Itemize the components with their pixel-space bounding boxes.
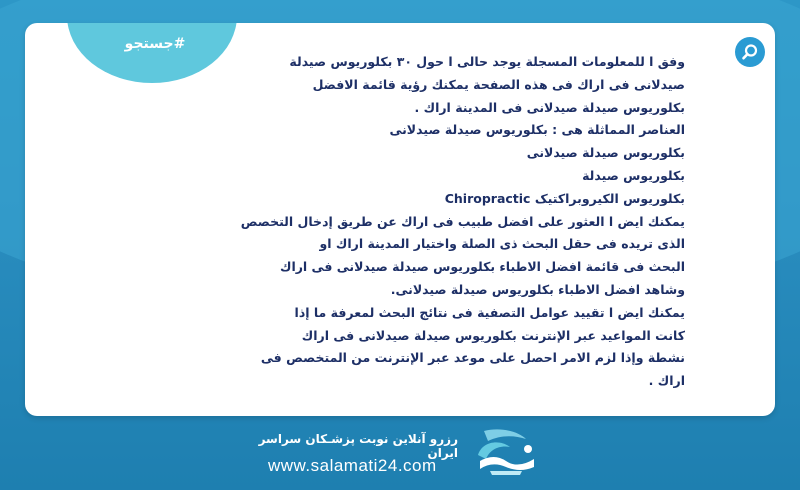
search-button[interactable] xyxy=(735,37,765,67)
text-line: بكلوريوس صيدلة صيدلانى xyxy=(526,145,685,161)
text-line: صيدلانى فى اراك فى هذه الصفحة يمكنك رؤية قائمة الافضل xyxy=(312,76,685,92)
text-line: نشطة وإذا لزم الامر احصل على موعد عبر الإنترنت من المتخصص فى xyxy=(260,350,685,366)
description-text xyxy=(240,51,685,393)
text-line: كانت المواعيد عبر الإنترنت بكلوريوس صيدلة صيدلانى فى اراك xyxy=(301,327,685,343)
text-line: البحث فى قائمة افضل الاطباء بكلوريوس صيدلة صيدلانى فى اراك xyxy=(279,259,685,275)
search-icon xyxy=(741,43,759,61)
text-line: يمكنك ايض ا تقييد عوامل التصفية فى نتائج البحث لمعرفة ما إذا xyxy=(294,304,685,320)
text-line: وفق ا للمعلومات المسجلة يوجد حالى ا حول ۳۰ بكلوريوس صيدلة xyxy=(289,54,685,69)
text-line: بكلوريوس صيدلة صيدلانى فى المدينة اراك . xyxy=(414,99,685,115)
text-line: بكلوريوس صيدلة xyxy=(582,167,685,183)
text-line: العناصر المماثلة هى : بكلوريوس صيدلة صيدلانى xyxy=(389,122,685,138)
text-line: بكلوريوس الكيروبراكتيک Chiropractic xyxy=(444,190,685,206)
footer-url[interactable]: www.salamati24.com xyxy=(268,456,437,475)
text-line: وشاهد افضل الاطباء بكلوريوس صيدلة صيدلانى. xyxy=(390,281,685,297)
footer-tagline: رزرو آنلاین نوبت پزشـکان سراسر ایران xyxy=(258,432,458,460)
tag-blob xyxy=(67,23,237,83)
text-line: الذى تريده فى حقل البحث ذى الصلة واختيار المدينة اراك او xyxy=(319,236,685,252)
text-line: اراك . xyxy=(648,373,685,389)
search-tag[interactable]: #جستجو xyxy=(124,36,186,52)
salamati-logo-icon xyxy=(470,425,542,480)
content-card xyxy=(25,23,775,416)
text-line: يمكنك ايض ا العثور على افضل طبيب فى اراك عن طريق إدخال التخصص xyxy=(240,213,685,229)
